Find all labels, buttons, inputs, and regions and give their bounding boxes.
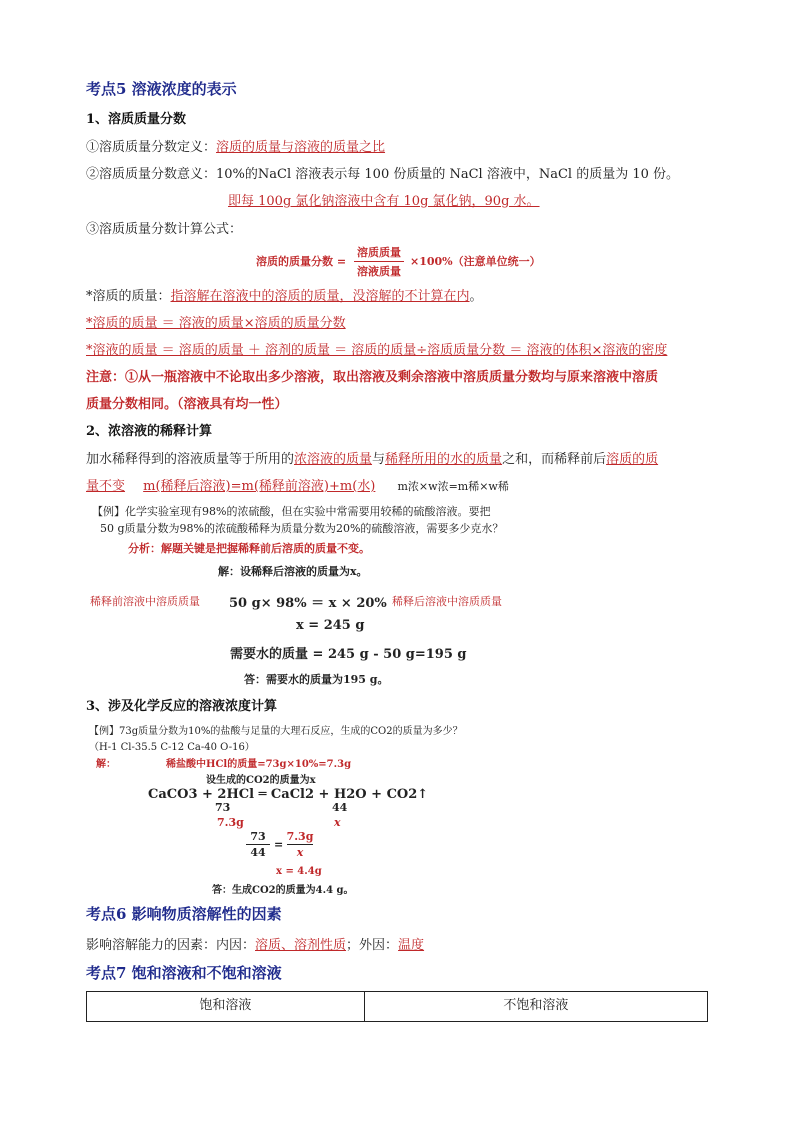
- proportion-right: [287, 830, 313, 859]
- note-line1: 注意：①从一瓶溶液中不论取出多少溶液，取出溶液及剩余溶液中溶质质量分数均与原来溶液中溶质: [86, 370, 659, 385]
- definition-label: ①溶质质量分数定义：: [86, 140, 217, 155]
- dilution-answer: 答：需要水的质量为195 g。: [244, 673, 389, 686]
- formula-right: ×100%（注意单位统一）: [410, 255, 541, 268]
- proportion-eq: =: [274, 838, 284, 851]
- table-header-unsaturated: 不饱和溶液: [364, 992, 707, 1022]
- reaction-equation: CaCO3 + 2HCl ═ CaCl2 + H2O + CO2↑: [148, 787, 429, 802]
- solubility-internal: 溶质、溶剂性质: [255, 938, 347, 953]
- reaction-answer: 答：生成CO2的质量为4.4 g。: [212, 885, 354, 896]
- proportion-left: [246, 830, 270, 859]
- meaning-label: ②溶质质量分数意义：: [86, 167, 217, 182]
- proportion-right-num: 7.3g: [286, 830, 314, 843]
- dilution-text-b: 浓溶液的质量: [294, 452, 373, 467]
- dilution-left-note: 稀释前溶液中溶质质量: [90, 595, 200, 608]
- formula-numerator: 溶质质量: [357, 246, 401, 259]
- subsection-title-mass-fraction: 1、溶质质量分数: [86, 112, 187, 127]
- section-title-kp7: 考点7 饱和溶液和不饱和溶液: [86, 964, 282, 982]
- reaction-mass-73: 7.3g: [217, 816, 244, 829]
- formula-label: ③溶质质量分数计算公式：: [86, 222, 243, 237]
- dilution-right-note: 稀释后溶液中溶质质量: [392, 595, 502, 608]
- dilution-text-c: 与: [372, 452, 386, 467]
- saturation-table: [86, 991, 708, 1022]
- dilution-formula2: m浓×w浓=m稀×w稀: [397, 480, 509, 493]
- solute-end: 。: [469, 289, 483, 304]
- reaction-mass-x: x: [334, 816, 341, 829]
- table-row: [87, 992, 708, 1022]
- solubility-factors-line: [86, 934, 424, 953]
- proportion-right-den: x: [296, 846, 304, 859]
- subsection-title-dilution: 2、浓溶液的稀释计算: [86, 424, 213, 439]
- dilution-line2: [86, 475, 509, 494]
- dilution-solve: 解：设稀释后溶液的质量为x。: [218, 565, 368, 578]
- definition-value: 溶质的质量与溶液的质量之比: [216, 140, 386, 155]
- dilution-text-e: 之和，而稀释前后: [502, 452, 607, 467]
- reaction-mr-44: 44: [332, 801, 348, 814]
- meaning-line2: 即每 100g 氯化钠溶液中含有 10g 氯化钠，90g 水。: [228, 194, 540, 209]
- reaction-assume: 设生成的CO2的质量为x: [206, 775, 316, 786]
- solubility-factors-label: 影响溶解能力的因素：内因：: [86, 938, 256, 953]
- dilution-text-d: 稀释所用的水的质量: [385, 452, 503, 467]
- table-header-saturated: 饱和溶液: [87, 992, 365, 1022]
- solubility-external: 温度: [398, 938, 425, 953]
- section-title-kp5: 考点5 溶液浓度的表示: [86, 80, 237, 98]
- dilution-x-value: x = 245 g: [296, 618, 365, 633]
- formula-denominator: 溶液质量: [357, 265, 401, 278]
- definition-line: [86, 136, 385, 155]
- dilution-text-f: 溶质的质: [606, 452, 659, 467]
- solubility-sep: ；外因：: [346, 938, 399, 953]
- reaction-example: 【例】73g质量分数为10%的盐酸与足量的大理石反应，生成的CO2的质量为多少？: [89, 726, 463, 737]
- proportion-left-num: 73: [250, 830, 266, 843]
- equation-1: *溶质的质量 ＝ 溶液的质量×溶质的质量分数: [86, 316, 346, 331]
- dilution-example-line2: 50 g质量分数为98%的浓硫酸稀释为质量分数为20%的硫酸溶液，需要多少克水？: [100, 522, 504, 535]
- reaction-atoms: （H-1 Cl-35.5 C-12 Ca-40 O-16）: [89, 742, 255, 753]
- meaning-line: [86, 163, 679, 182]
- dilution-line1: [86, 448, 658, 467]
- reaction-mr-73: 73: [215, 801, 231, 814]
- reaction-solve: 解：: [96, 759, 116, 770]
- reaction-hcl-mass: 稀盐酸中HCl的质量=73g×10%=7.3g: [166, 759, 352, 770]
- dilution-text-g: 量不变: [86, 479, 126, 494]
- equation-2: *溶液的质量 ＝ 溶质的质量 ＋ 溶剂的质量 ＝ 溶质的质量÷溶质质量分数 ＝ 溶液的体积×溶液的密度: [86, 343, 668, 358]
- dilution-equation: 50 g× 98% ＝ x × 20%: [229, 596, 387, 611]
- dilution-water: 需要水的质量 = 245 g - 50 g=195 g: [230, 647, 467, 662]
- dilution-text-a: 加水稀释得到的溶液质量等于所用的: [86, 452, 295, 467]
- dilution-analysis: 分析：解题关键是把握稀释前后溶质的质量不变。: [128, 542, 370, 555]
- dilution-example: 【例】化学实验室现有98%的浓硫酸，但在实验中常需要用较稀的硫酸溶液。要把: [92, 505, 491, 518]
- formula-left: 溶质的质量分数 =: [256, 255, 347, 268]
- formula-fraction: [354, 244, 404, 279]
- note-line2: 质量分数相同。（溶液具有均一性）: [86, 397, 288, 412]
- subsection-title-reaction: 3、涉及化学反应的溶液浓度计算: [86, 699, 278, 714]
- section-title-kp6: 考点6 影响物质溶解性的因素: [86, 905, 282, 923]
- solute-label: *溶质的质量：: [86, 289, 171, 304]
- dilution-formula: m(稀释后溶液)=m(稀释前溶液)+m(水): [143, 479, 376, 494]
- proportion-left-den: 44: [250, 846, 266, 859]
- reaction-x-result: x = 4.4g: [276, 866, 322, 877]
- solute-text: 指溶解在溶液中的溶质的质量，没溶解的不计算在内: [170, 289, 470, 304]
- solute-mass-line: [86, 285, 483, 304]
- meaning-text: 10%的NaCl 溶液表示每 100 份质量的 NaCl 溶液中，NaCl 的质量为 10 份。: [216, 167, 680, 182]
